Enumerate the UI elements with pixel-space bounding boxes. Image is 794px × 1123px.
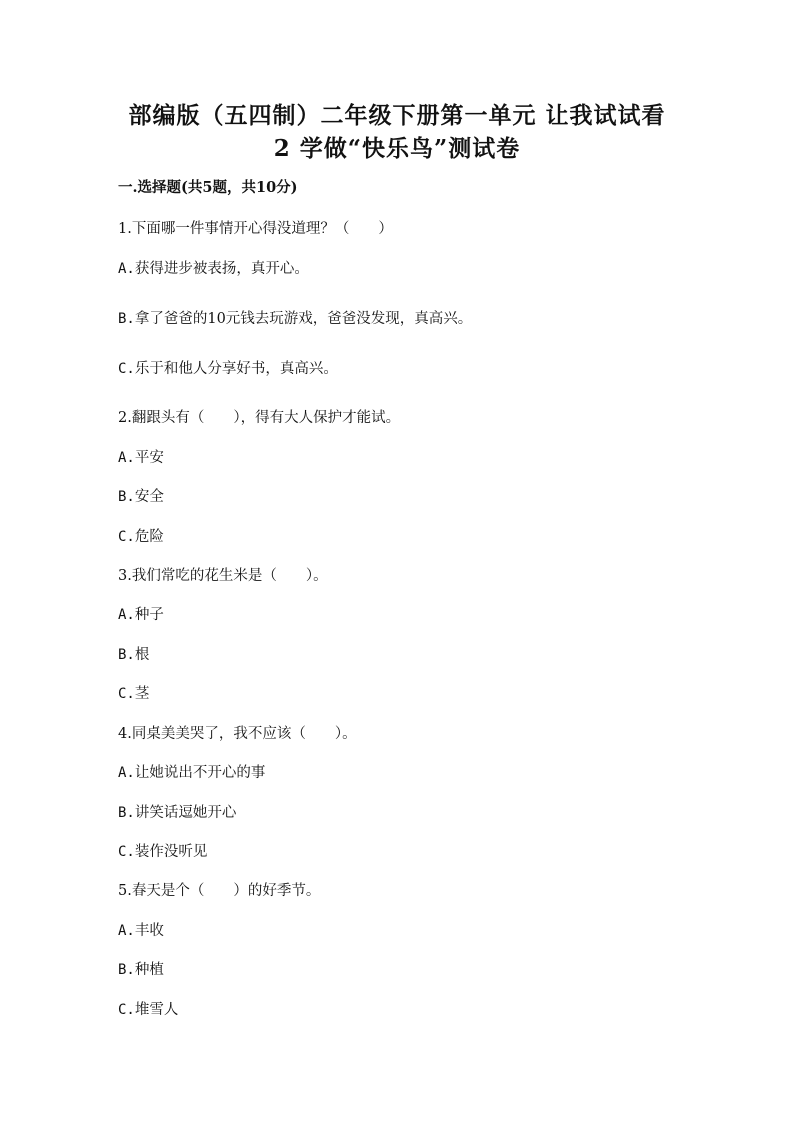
option-text: 安全 xyxy=(134,489,164,505)
option-letter: A. xyxy=(118,765,135,781)
option-letter: B. xyxy=(118,962,135,978)
option-item xyxy=(118,357,338,378)
option-item xyxy=(118,307,472,328)
option-letter: C. xyxy=(118,1002,135,1018)
option-letter: B. xyxy=(118,647,135,663)
option-item xyxy=(118,643,149,664)
option-text: 拿了爸爸的10元钱去玩游戏，爸爸没发现，真高兴。 xyxy=(134,311,473,327)
option-letter: B. xyxy=(118,805,135,821)
option-text: 乐于和他人分享好书，真高兴。 xyxy=(134,361,338,377)
option-letter: A. xyxy=(118,923,135,939)
option-text: 获得进步被表扬，真开心。 xyxy=(134,261,309,277)
option-text: 茎 xyxy=(134,686,150,702)
option-text: 堆雪人 xyxy=(134,1002,179,1018)
option-letter: A. xyxy=(118,607,135,623)
question-stem: 5.春天是个（ ）的好季节。 xyxy=(118,883,321,899)
question-stem: 2.翻跟头有（ ），得有大人保护才能试。 xyxy=(118,410,401,426)
option-letter: C. xyxy=(118,844,135,860)
option-letter: C. xyxy=(118,361,135,377)
option-item xyxy=(118,682,149,703)
question-stem: 1.下面哪一件事情开心得没道理？（ ） xyxy=(118,221,393,237)
option-letter: B. xyxy=(118,489,135,505)
option-item xyxy=(118,485,164,506)
option-text: 装作没听见 xyxy=(134,844,208,860)
option-item xyxy=(118,958,164,979)
option-letter: C. xyxy=(118,529,135,545)
option-text: 让她说出不开心的事 xyxy=(134,765,266,781)
option-text: 危险 xyxy=(134,529,164,545)
option-text: 丰收 xyxy=(134,923,164,939)
option-letter: A. xyxy=(118,450,135,466)
option-item xyxy=(118,998,178,1019)
option-item xyxy=(118,761,265,782)
option-text: 种子 xyxy=(134,607,164,623)
option-letter: C. xyxy=(118,686,135,702)
option-item xyxy=(118,603,164,624)
question-stem: 4.同桌美美哭了，我不应该（ ）。 xyxy=(118,726,357,742)
exam-title-line-1: 部编版（五四制）二年级下册第一单元 让我试试看 xyxy=(128,102,666,129)
option-letter: A. xyxy=(118,261,135,277)
option-item xyxy=(118,446,164,467)
option-item xyxy=(118,257,309,278)
option-item xyxy=(118,919,164,940)
option-item xyxy=(118,840,207,861)
option-text: 讲笑话逗她开心 xyxy=(134,805,237,821)
section-heading: 一.选择题(共5题，共10分) xyxy=(118,179,298,196)
option-letter: B. xyxy=(118,311,135,327)
exam-title-line-2: 2 学做“快乐鸟”测试卷 xyxy=(273,135,521,162)
option-item xyxy=(118,525,164,546)
option-text: 种植 xyxy=(134,962,164,978)
question-stem: 3.我们常吃的花生米是（ ）。 xyxy=(118,568,328,584)
option-item xyxy=(118,801,236,822)
option-text: 根 xyxy=(134,647,150,663)
option-text: 平安 xyxy=(134,450,164,466)
